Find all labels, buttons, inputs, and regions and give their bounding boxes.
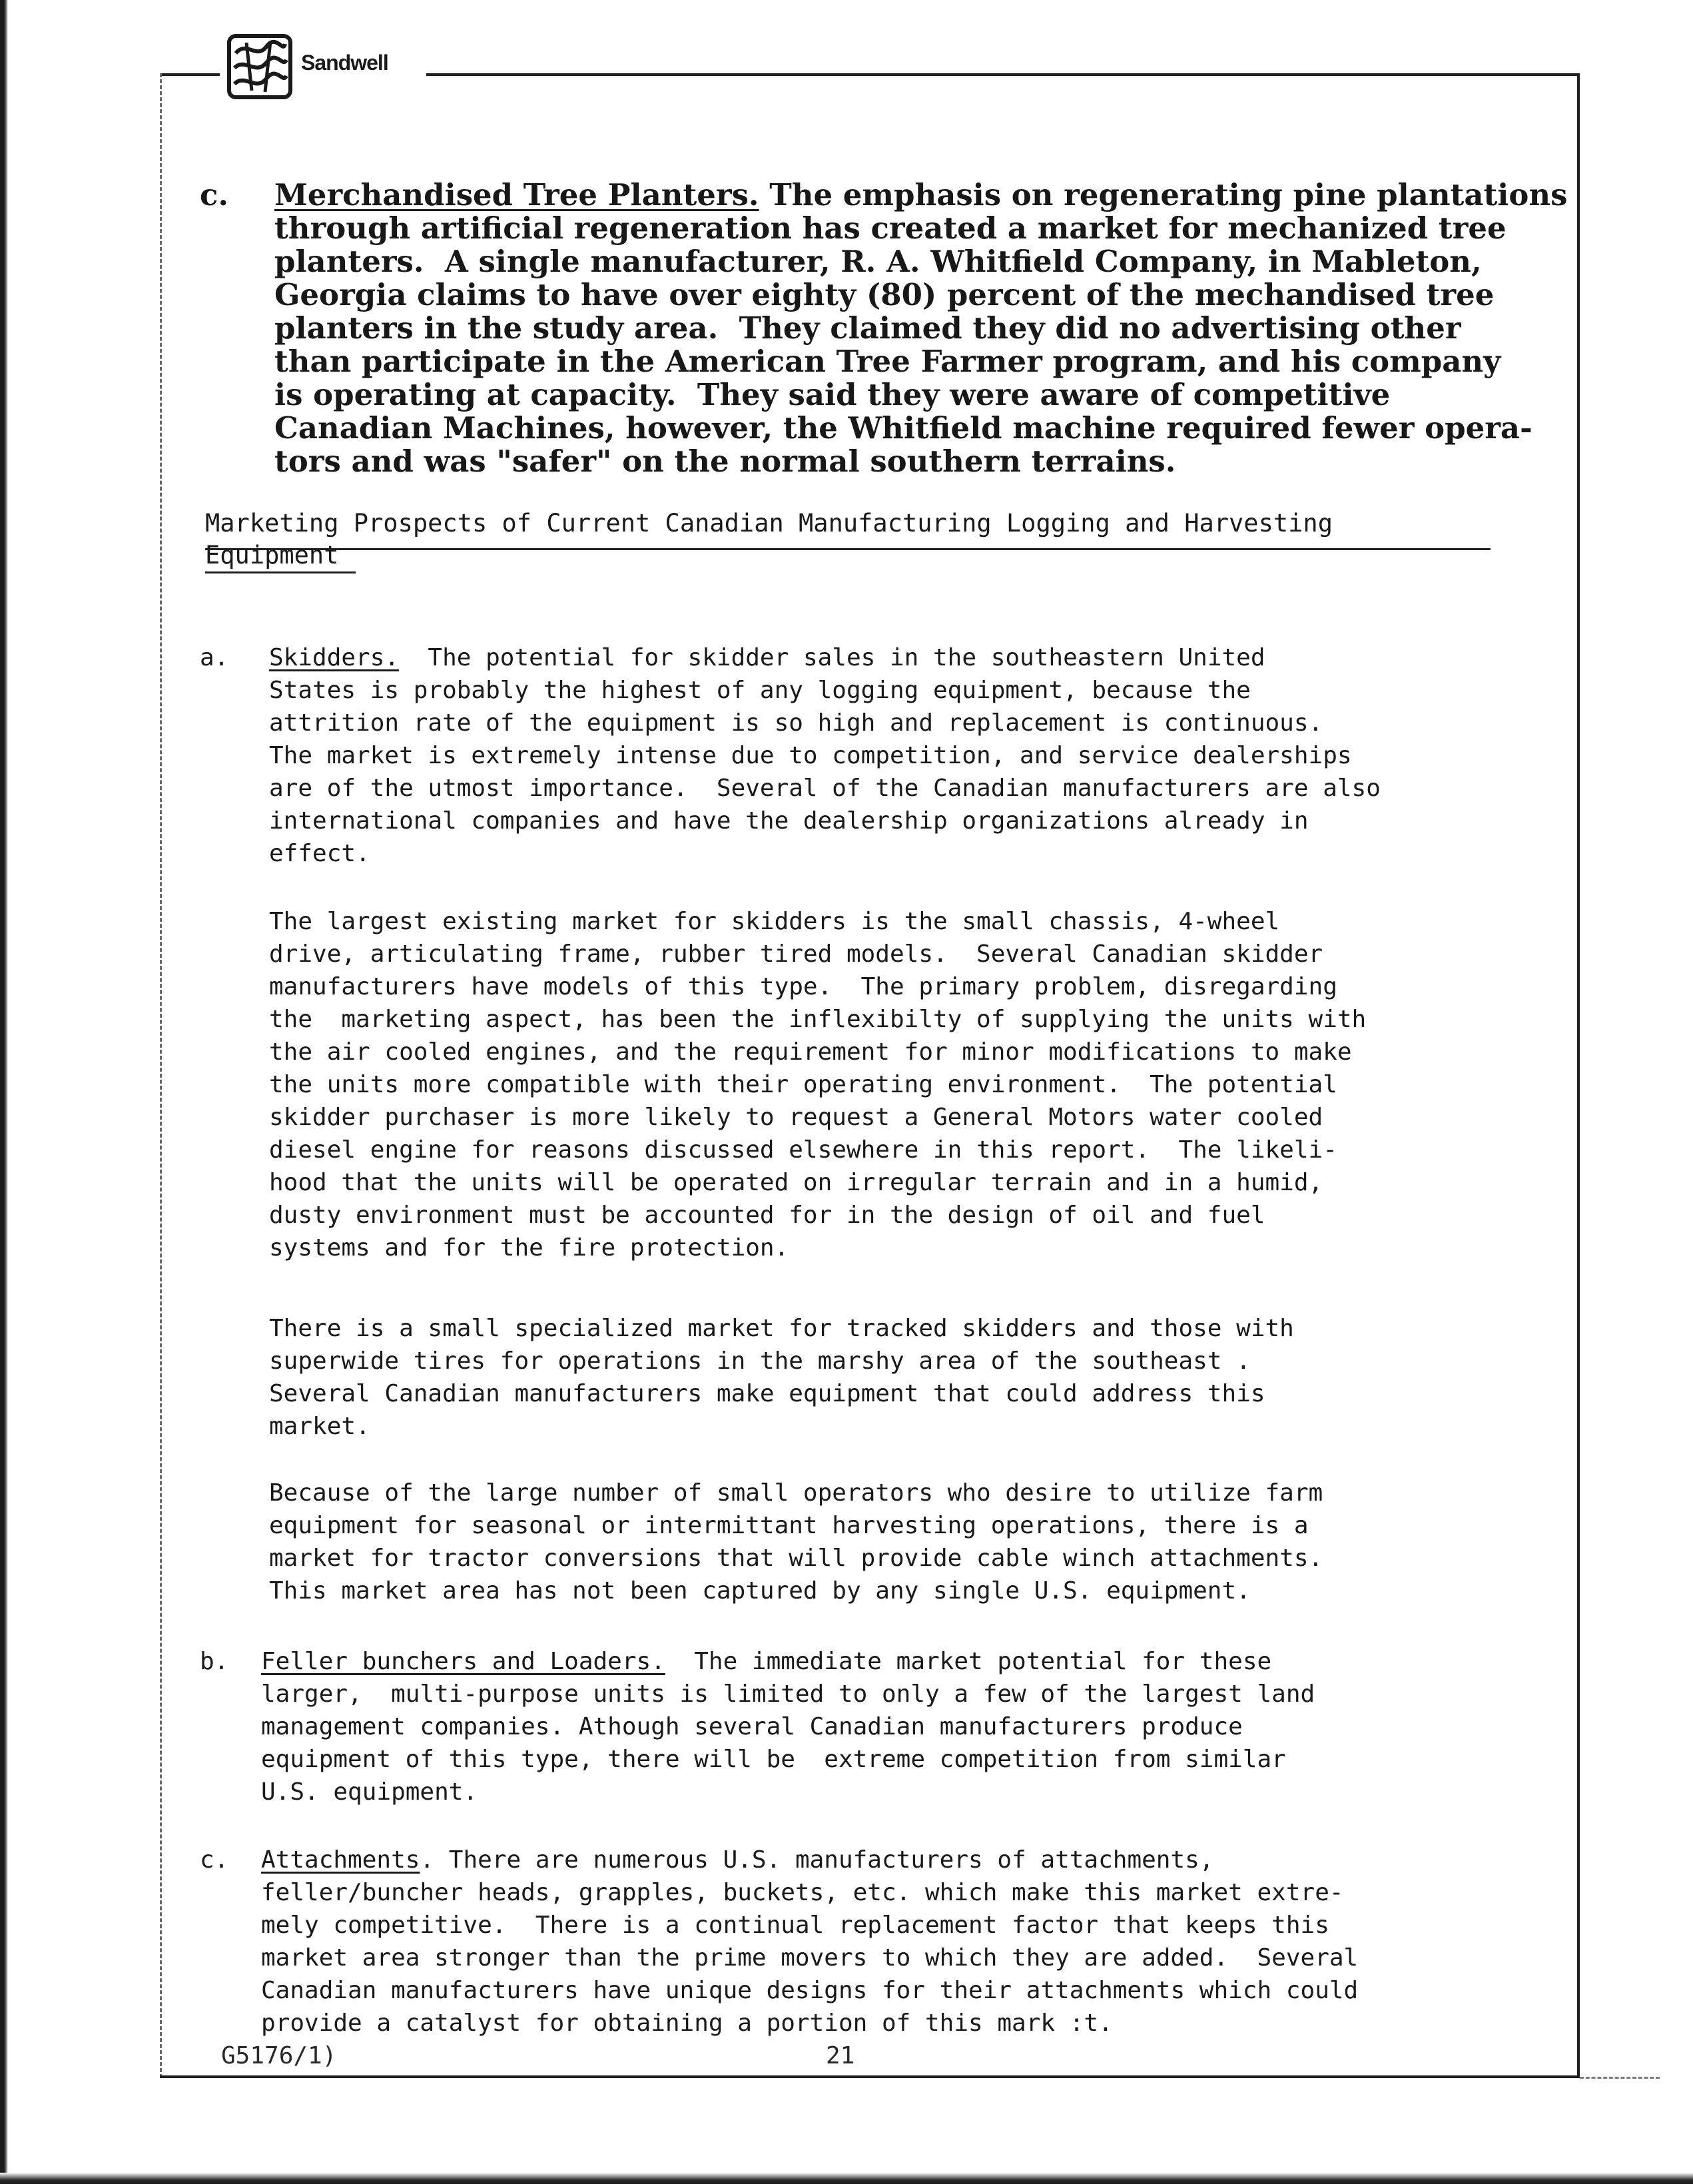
footer-rule-extension [1580, 2077, 1660, 2079]
paragraph-line: Because of the large number of small operators who desire to utilize farm [269, 1479, 1323, 1507]
item-line: larger, multi-purpose units is limited to only a few of the largest land [261, 1680, 1315, 1708]
item-body [261, 1645, 1315, 1808]
page-bottom-edge [0, 2173, 1693, 2184]
section-line: Merchandised Tree Planters. The emphasis on regenerating pine plantations [274, 177, 1568, 212]
item-line: international companies and have the dealership organizations already in [269, 807, 1309, 835]
item-title: Skidders. [269, 644, 400, 671]
marketing-heading [205, 508, 1491, 571]
skidders-paragraph-2 [269, 905, 1574, 1264]
section-line: than participate in the American Tree Farmer program, and his company [274, 344, 1501, 379]
paragraph-line: the air cooled engines, and the requirement for minor modifications to make [269, 1038, 1352, 1066]
section-line: through artificial regeneration has created a market for mechanized tree [274, 210, 1507, 246]
section-label: c. [200, 177, 229, 212]
page-number: 21 [826, 2042, 855, 2069]
item-label: c. [200, 1846, 229, 1874]
heading-line-1: Marketing Prospects of Current Canadian Manufacturing Logging and Harvesting [205, 509, 1333, 538]
skidders-paragraph-4 [269, 1477, 1574, 1607]
item-line: attrition rate of the equipment is so high and replacement is continuous. [269, 709, 1323, 737]
sandwell-logo-icon [226, 33, 293, 100]
heading-underline-1 [205, 548, 1491, 550]
section-title: Merchandised Tree Planters. [274, 177, 759, 212]
item-line: feller/buncher heads, grapples, buckets, etc. which make this market extre- [261, 1879, 1344, 1906]
item-label: a. [200, 644, 229, 671]
paragraph-line: dusty environment must be accounted for in the design of oil and fuel [269, 1202, 1265, 1229]
section-line: planters. A single manufacturer, R. A. Whitfield Company, in Mableton, [274, 244, 1482, 279]
item-body [269, 641, 1381, 870]
item-line: The market is extremely intense due to competition, and service dealerships [269, 742, 1352, 769]
paragraph-line: drive, articulating frame, rubber tired models. Several Canadian skidder [269, 940, 1323, 968]
paragraph-line: market for tractor conversions that will provide cable winch attachments. [269, 1545, 1323, 1572]
item-line: market area stronger than the prime movers to which they are added. Several [261, 1944, 1359, 1972]
paragraph-line: manufacturers have models of this type. The primary problem, disregarding [269, 973, 1337, 1000]
item-line: provide a catalyst for obtaining a portion of this mark :t. [261, 2009, 1113, 2037]
paragraph-line: hood that the units will be operated on irregular terrain and in a humid, [269, 1169, 1323, 1196]
brand-name: Sandwell [301, 51, 388, 75]
skidders-paragraph-3 [269, 1312, 1574, 1443]
item-line: States is probably the highest of any logging equipment, because the [269, 677, 1251, 704]
section-body [274, 177, 1568, 479]
item-title: Attachments [261, 1846, 420, 1874]
paragraph-line: the marketing aspect, has been the inflexibilty of supplying the units with [269, 1006, 1367, 1033]
paragraph-line: There is a small specialized market for tracked skidders and those with [269, 1315, 1294, 1342]
item-title: Feller bunchers and Loaders. [261, 1648, 665, 1675]
paragraph-line: diesel engine for reasons discussed elsewhere in this report. The likeli- [269, 1136, 1337, 1164]
item-line: Attachments. There are numerous U.S. manufacturers of attachments, [261, 1846, 1214, 1874]
paragraph-line: equipment for seasonal or intermittant harvesting operations, there is a [269, 1512, 1309, 1539]
section-line: tors and was "safer" on the normal southern terrains. [274, 444, 1176, 479]
item-line: Canadian manufacturers have unique designs for their attachments which could [261, 1977, 1359, 2004]
section-line: Canadian Machines, however, the Whitfield machine required fewer opera- [274, 410, 1532, 446]
paragraph-line: market. [269, 1413, 370, 1440]
item-line: Skidders. The potential for skidder sales in the southeastern United [269, 644, 1265, 671]
section-line: Georgia claims to have over eighty (80) percent of the mechandised tree [274, 277, 1495, 312]
paragraph-line: skidder purchaser is more likely to request a General Motors water cooled [269, 1104, 1323, 1131]
heading-line-2: Equipment [205, 541, 339, 569]
page-left-edge [0, 0, 8, 2184]
paragraph-line: The largest existing market for skidders is the small chassis, 4-wheel [269, 908, 1280, 935]
paragraph-line: superwide tires for operations in the marshy area of the southeast . [269, 1347, 1251, 1375]
item-line: equipment of this type, there will be extreme competition from similar [261, 1746, 1286, 1773]
paragraph-line: This market area has not been captured by any single U.S. equipment. [269, 1577, 1251, 1605]
item-line: management companies. Athough several Canadian manufacturers produce [261, 1713, 1243, 1740]
item-line: mely competitive. There is a continual replacement factor that keeps this [261, 1912, 1329, 1939]
document-code: G5176/1) [221, 2042, 337, 2069]
item-label: b. [200, 1648, 229, 1675]
item-line: are of the utmost importance. Several of the Canadian manufacturers are also [269, 775, 1381, 802]
section-line: planters in the study area. They claimed they did no advertising other [274, 310, 1461, 346]
item-line: Feller bunchers and Loaders. The immediate market potential for these [261, 1648, 1272, 1675]
item-line: effect. [269, 840, 370, 867]
item-line: U.S. equipment. [261, 1778, 478, 1806]
heading-underline-2 [205, 571, 356, 573]
paragraph-line: Several Canadian manufacturers make equipment that could address this [269, 1380, 1265, 1407]
paragraph-line: systems and for the fire protection. [269, 1234, 789, 1262]
section-line: is operating at capacity. They said they were aware of competitive [274, 377, 1391, 412]
item-body [261, 1844, 1358, 2039]
paragraph-line: the units more compatible with their operating environment. The potential [269, 1071, 1337, 1098]
